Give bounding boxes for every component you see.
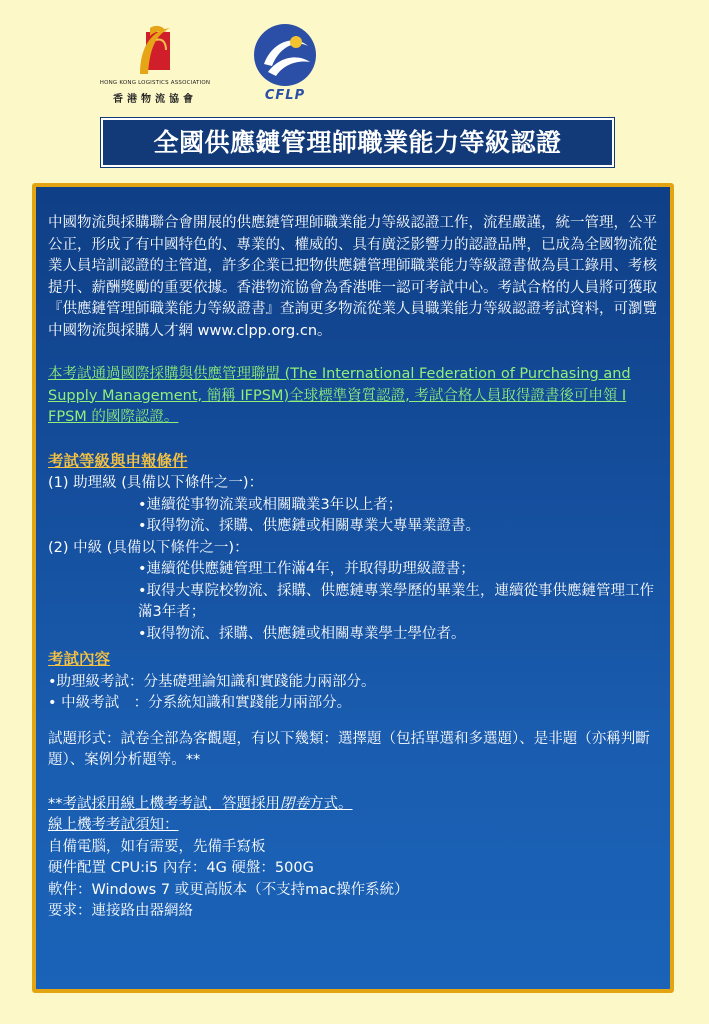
level2-item: •連續從供應鏈管理工作滿4年，并取得助理級證書； — [138, 561, 475, 577]
online-note-item: 自備電腦，如有需要，先備手寫板 — [48, 838, 266, 855]
online-note-item: 硬件配置 CPU:i5 內存：4G 硬盤：500G — [48, 860, 314, 876]
online-notes-title: 線上機考考試須知： — [48, 817, 179, 833]
content-heading: 考試內容 — [48, 650, 111, 668]
online-section — [48, 794, 662, 923]
online-intro — [48, 794, 662, 816]
cflp-emblem-icon — [250, 22, 320, 88]
online-intro-closed-book: 閉卷 — [280, 795, 309, 812]
levels-heading: 考試等級與申報條件 — [48, 451, 188, 470]
level2-item: •取得大專院校物流、採購、供應鏈專業學歷的畢業生，連續從事供應鏈管理工作滿3年者； — [138, 582, 655, 620]
panel-content — [48, 213, 662, 923]
intro-paragraph: 中國物流與採購聯合會開展的供應鏈管理師職業能力等級認證工作，流程嚴謹，統一管理，公平公正，形成了有中國特色的、專業的、權威的、具有廣泛影響力的認證品牌，已成為全國物流從業人員培訓認證的主管道，許多企業已把物供應鏈管理師職業能力等級證書做為員工錄用、考核提升、薪酬獎勵的重要依據。香港物流協會為香港唯一認可考試中心。考試合格的人員將可獲取『供應鏈管理師職業能力等級證書』查詢更多物流從業人員職業能力等級認證考試資料，可瀏覽中國物流與採購人才網 www.clpp.org.cn。 — [48, 215, 657, 339]
levels-section — [48, 451, 662, 646]
online-intro-a: **考試採用線上機考考試，答題採用 — [48, 795, 280, 812]
hkla-logo — [90, 24, 220, 110]
question-format: 試題形式：試卷全部為客觀題，有以下幾類：選擇題（包括單選和多選題）、是非題（亦稱判斷題）、案例分析題等。** — [48, 730, 650, 768]
online-note-item: 要求：連接路由器網絡 — [48, 903, 193, 919]
hkla-english-name: HONG KONG LOGISTICS ASSOCIATION — [99, 80, 211, 86]
ifpsm-paragraph: 本考試通過國際採購與供應管理聯盟 (The International Federation of Purchasing and Supply Management, 簡稱 IFPSM)全球標準資質認證, 考試合格人員取得證書後可申領 I FPSM 的國際認證。 — [48, 366, 631, 425]
hkla-emblem-icon — [136, 24, 176, 78]
content-item: •助理級考試：分基礎理論知識和實踐能力兩部分。 — [48, 673, 376, 690]
info-panel — [32, 183, 674, 993]
level1-title: (1) 助理級 (具備以下條件之一)： — [48, 475, 264, 491]
cflp-logo — [250, 22, 320, 112]
page-title: 全國供應鏈管理師職業能力等級認證 — [101, 118, 614, 167]
level1-item: •連續從事物流業或相關職業3年以上者； — [138, 496, 403, 513]
hkla-chinese-name: 香港物流協會 — [113, 94, 197, 105]
content-item: • 中級考試 ：分系統知識和實踐能力兩部分。 — [48, 695, 352, 711]
logo-row — [0, 18, 709, 108]
online-note-item: 軟件：Windows 7 或更高版本（不支持mac操作系統） — [48, 881, 409, 898]
level2-item: •取得物流、採購、供應鏈或相關專業學士學位者。 — [138, 625, 466, 642]
cflp-wordmark: CFLP — [264, 88, 306, 103]
content-section — [48, 649, 662, 772]
level2-title: (2) 中級 (具備以下條件之一)： — [48, 539, 249, 556]
online-intro-c: 方式。 — [309, 795, 353, 812]
level1-item: •取得物流、採購、供應鏈或相關專業大專畢業證書。 — [138, 518, 481, 534]
